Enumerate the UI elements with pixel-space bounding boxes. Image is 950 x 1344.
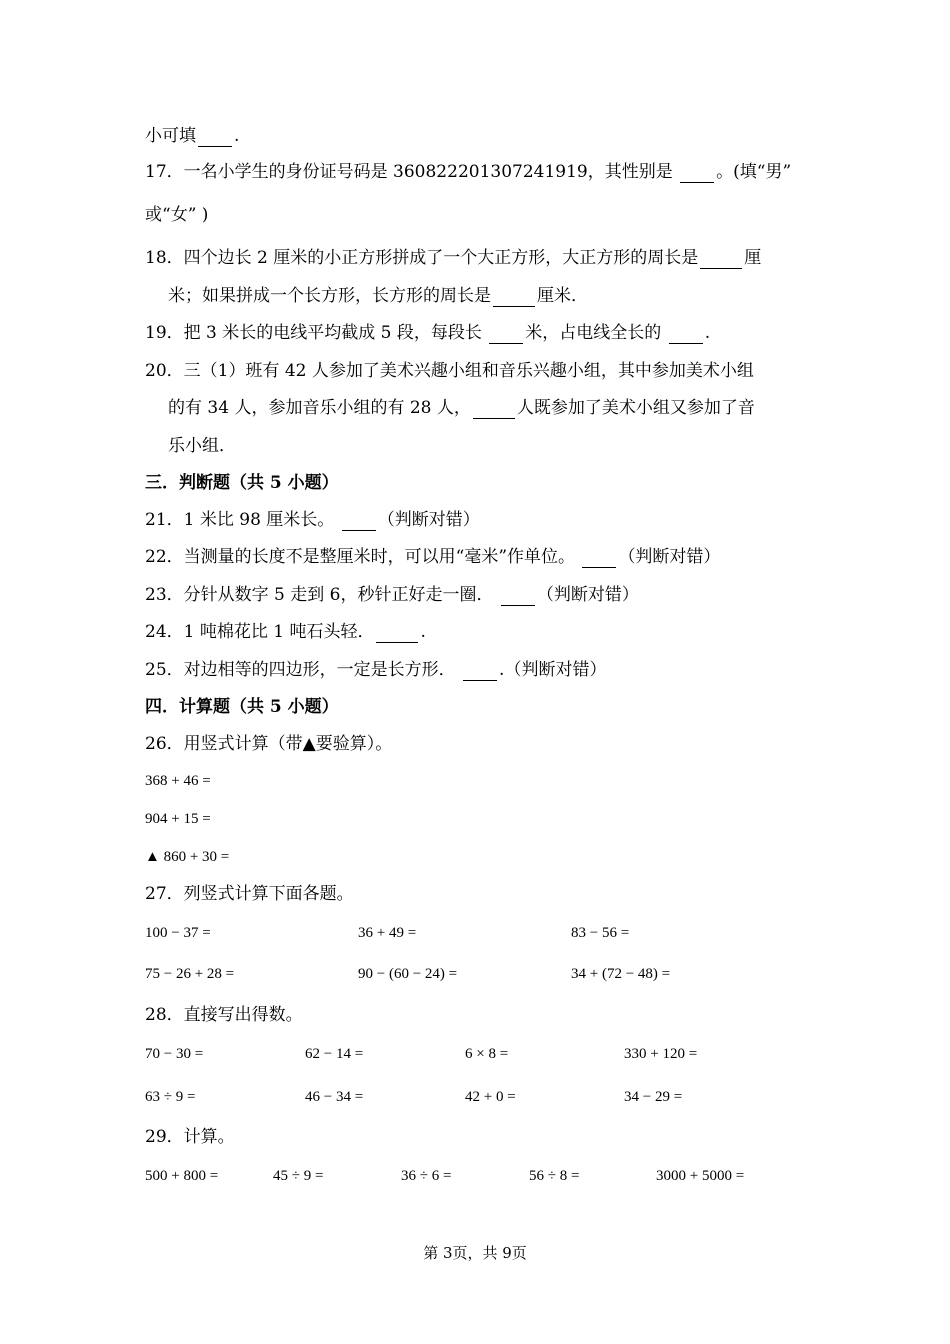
question-28: 28．直接写出得数。	[145, 1005, 303, 1025]
question-18-line2: 米；如果拼成一个长方形，长方形的周长是 厘米．	[168, 286, 588, 306]
expression: 46 − 34 =	[305, 1089, 364, 1105]
question-20-line2: 的有 34 人，参加音乐小组的有 28 人， 人既参加了美术小组又参加了音	[168, 398, 755, 418]
expression: 500 + 800 =	[145, 1168, 219, 1184]
expression: 368 + 46 =	[145, 773, 211, 789]
question-20: 20．三（1）班有 42 人参加了美术兴趣小组和音乐兴趣小组，其中参加美术小组	[145, 361, 754, 381]
question-27: 27．列竖式计算下面各题。	[145, 884, 354, 904]
expression: 330 + 120 =	[624, 1046, 698, 1062]
question-23: 23．分针从数字 5 走到 6，秒针正好走一圈． （判断对错）	[145, 585, 639, 605]
expression: ▲ 860 + 30 =	[145, 849, 230, 865]
expression: 34 + (72 − 48) =	[571, 966, 671, 982]
question-25: 25．对边相等的四边形，一定是长方形． .（判断对错）	[145, 660, 607, 680]
answer-blank[interactable]	[493, 288, 535, 307]
expression: 100 − 37 =	[145, 925, 211, 941]
expression: 75 − 26 + 28 =	[145, 966, 235, 982]
expression: 62 − 14 =	[305, 1046, 364, 1062]
q16-tail: 小可填 .	[145, 126, 240, 146]
question-29: 29．计算。	[145, 1127, 235, 1147]
question-26: 26．用竖式计算（带▲要验算）。	[145, 734, 393, 754]
expression: 42 + 0 =	[465, 1089, 516, 1105]
answer-blank[interactable]	[342, 512, 376, 531]
question-17-line2: 或“女” )	[145, 205, 209, 225]
expression: 6 × 8 =	[465, 1046, 509, 1062]
answer-blank[interactable]	[376, 624, 418, 643]
expression: 63 ÷ 9 =	[145, 1089, 196, 1105]
page-footer: 第 3页，共 9页	[423, 1244, 527, 1262]
expression: 34 − 29 =	[624, 1089, 683, 1105]
answer-blank[interactable]	[501, 587, 535, 606]
question-22: 22．当测量的长度不是整厘米时，可以用“毫米”作单位。 （判断对错）	[145, 547, 721, 567]
answer-blank[interactable]	[473, 400, 515, 419]
question-18: 18．四个边长 2 厘米的小正方形拼成了一个大正方形，大正方形的周长是 厘	[145, 248, 762, 268]
answer-blank[interactable]	[680, 164, 714, 183]
question-24: 24．1 吨棉花比 1 吨石头轻． .	[145, 622, 426, 642]
expression: 904 + 15 =	[145, 811, 211, 827]
answer-blank[interactable]	[700, 250, 742, 269]
expression: 36 ÷ 6 =	[401, 1168, 452, 1184]
expression: 56 ÷ 8 =	[529, 1168, 580, 1184]
answer-blank[interactable]	[463, 662, 497, 681]
expression: 36 + 49 =	[358, 925, 417, 941]
question-20-line3: 乐小组．	[168, 436, 236, 456]
section-3-title: 三．判断题（共 5 小题）	[145, 473, 339, 493]
expression: 83 − 56 =	[571, 925, 630, 941]
section-4-title: 四．计算题（共 5 小题）	[145, 697, 339, 717]
expression: 3000 + 5000 =	[656, 1168, 745, 1184]
question-17: 17．一名小学生的身份证号码是 360822201307241919，其性别是 。(填“男”	[145, 162, 792, 182]
question-21: 21．1 米比 98 厘米长。 （判断对错）	[145, 510, 480, 530]
question-19: 19．把 3 米长的电线平均截成 5 段，每段长 米，占电线全长的 .	[145, 323, 711, 343]
expression: 70 − 30 =	[145, 1046, 204, 1062]
answer-blank[interactable]	[669, 325, 703, 344]
expression: 90 − (60 − 24) =	[358, 966, 458, 982]
answer-blank[interactable]	[582, 549, 616, 568]
expression: 45 ÷ 9 =	[273, 1168, 324, 1184]
answer-blank[interactable]	[198, 128, 232, 147]
answer-blank[interactable]	[489, 325, 523, 344]
